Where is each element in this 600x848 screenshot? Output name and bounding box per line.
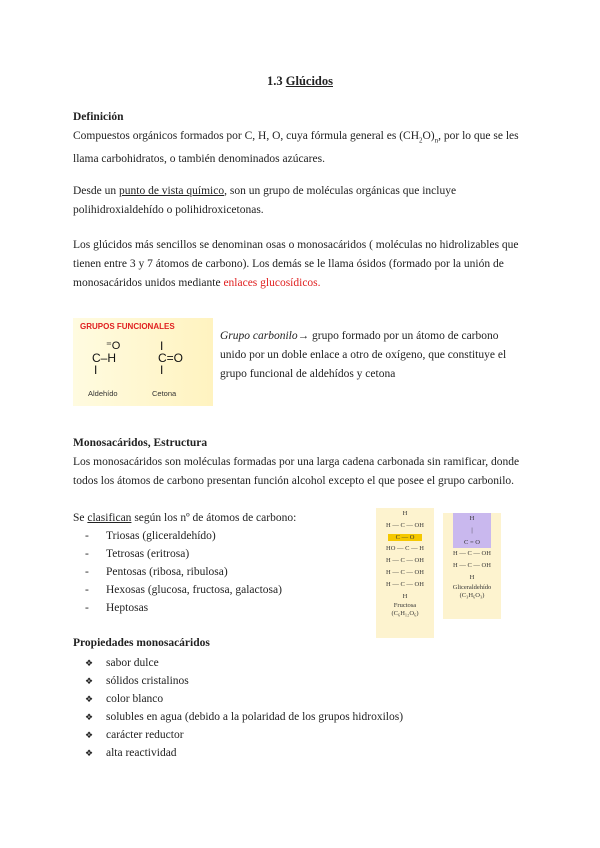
quimico-text: polihidroxialdehído o polihidroxicetonas. [73,204,264,216]
osas-text: tienen entre 3 y 7 átomos de carbono). Los demás se le llama ósidos (formado por la unión de [73,258,504,270]
gliceraldehido-formula: (C₃H₆O₃) [459,591,485,599]
title-text: Glúcidos [285,74,333,88]
mol-row: | [471,526,473,534]
list-item [73,726,403,744]
list-item-label: sabor dulce [106,657,159,669]
cetona-structure: I C=O I [158,339,184,377]
list-item [73,527,282,545]
list-item [73,581,282,599]
definicion-text: llama carbohidratos, o también denominados azúcares. [73,153,325,166]
diamond-bullet-icon: ❖ [85,694,94,704]
quimico-text: , son un grupo de moléculas orgánicas que incluye [224,185,457,197]
definicion-text: , por lo que se les [438,130,519,142]
aldehido-label: Aldehído [88,389,118,398]
carbonyl-highlight: C — O [388,534,423,541]
clasifican-link[interactable]: clasifican [87,512,132,524]
mol-row: H [402,510,408,517]
list-item-label: color blanco [106,693,164,705]
osas-text: monosacáridos unidos mediante [73,277,224,289]
dash-icon: - [85,548,89,560]
osas-paragraph [73,236,563,293]
quimico-paragraph [73,182,553,220]
diamond-bullet-icon: ❖ [85,676,94,686]
sub-2: 2 [419,136,423,145]
definicion-heading: Definición [73,111,124,123]
enlaces-glucosidicos-text: enlaces glucosídicos. [223,277,321,289]
estructura-text: Los monosacáridos son moléculas formadas por una larga cadena carbonada sin ramificar, donde [73,456,520,468]
dash-icon: - [85,530,89,542]
list-item [73,599,282,617]
list-item [73,654,403,672]
mol-row: H — C — OH [386,568,424,576]
definicion-paragraph [73,127,553,169]
cetona-label: Cetona [152,389,177,398]
carbonilo-text: grupo formado por un átomo de carbono [309,330,499,342]
grupo-carbonilo-term: Grupo carbonilo [220,330,298,342]
title-number: 1.3 [267,74,283,88]
diamond-bullet-icon: ❖ [85,748,94,758]
propiedades-list [73,654,403,762]
page-title [0,74,600,89]
fructosa-formula: (C₆H₁₂O₆) [391,610,419,618]
mol-row: H — C — OH [386,521,424,529]
list-item-label: Tetrosas (eritrosa) [106,548,190,560]
clasificacion-text: Se [73,512,88,524]
grupos-funcionales-title: GRUPOS FUNCIONALES [80,322,175,331]
clasificacion-text: según los nº de átomos de carbono: [131,512,297,524]
aldehido-structure: ⁼O C–H I [92,340,121,377]
mol-row: H — C — OH [453,562,491,570]
fructosa-structure-image [376,508,434,638]
carbonilo-text: grupo funcional de aldehídos y cetona [220,368,396,380]
estructura-text: todos los átomos de carbono presentan función alcohol excepto el que posee el grupo carbonilo. [73,475,515,487]
mol-row: H [402,592,408,600]
mol-row: H [469,515,475,522]
clasificacion-intro [73,509,296,528]
definicion-text: O) [422,130,435,142]
carbonilo-paragraph [220,327,540,384]
list-item-label: Heptosas [106,602,149,614]
fructosa-label: Fructosa [393,602,417,610]
list-item [73,708,403,726]
quimico-text: Desde un [73,185,119,197]
dash-icon: - [85,566,89,578]
mol-row: HO — C — H [386,545,424,553]
list-item [73,672,403,690]
mol-row: H — C — OH [453,550,491,558]
diamond-bullet-icon: ❖ [85,712,94,722]
list-item-label: alta reactividad [106,747,177,759]
diamond-bullet-icon: ❖ [85,730,94,740]
mol-row: H — C — OH [386,580,424,588]
gliceraldehido-structure-image [443,513,501,619]
list-item-label: carácter reductor [106,729,184,741]
list-item [73,545,282,563]
list-item [73,744,403,762]
list-item [73,690,403,708]
clasificacion-list [73,527,282,617]
osas-text: Los glúcidos más sencillos se denominan osas o monosacáridos ( moléculas no hidrolizables que [73,239,519,251]
diamond-bullet-icon: ❖ [85,658,94,668]
list-item-label: Pentosas (ribosa, ribulosa) [106,566,228,578]
sub-n: n [434,136,439,145]
estructura-paragraph [73,453,563,491]
dash-icon: - [85,602,89,614]
list-item-label: sólidos cristalinos [106,675,189,687]
dash-icon: - [85,584,89,596]
mol-row: H — C — OH [386,557,424,565]
gliceraldehido-label: Gliceraldehído [452,583,492,591]
mol-row: H [469,573,475,581]
list-item-label: Triosas (gliceraldehído) [106,530,216,542]
list-item [73,563,282,581]
list-item-label: Hexosas (glucosa, fructosa, galactosa) [106,584,282,596]
carbonyl-highlight: C = O [464,538,480,546]
carbonilo-text: unido por un doble enlace a otro de oxígeno, que constituye el [220,349,507,361]
estructura-heading: Monosacáridos, Estructura [73,437,208,449]
propiedades-heading: Propiedades monosacáridos [73,637,210,649]
definicion-text: Compuestos orgánicos formados por C, H, O, cuya fórmula general es (CH [73,130,419,142]
punto-de-vista-quimico-link[interactable]: punto de vista químico [119,185,225,197]
list-item-label: solubles en agua (debido a la polaridad de los grupos hidroxilos) [106,711,404,723]
arrow-icon: → [297,330,310,342]
